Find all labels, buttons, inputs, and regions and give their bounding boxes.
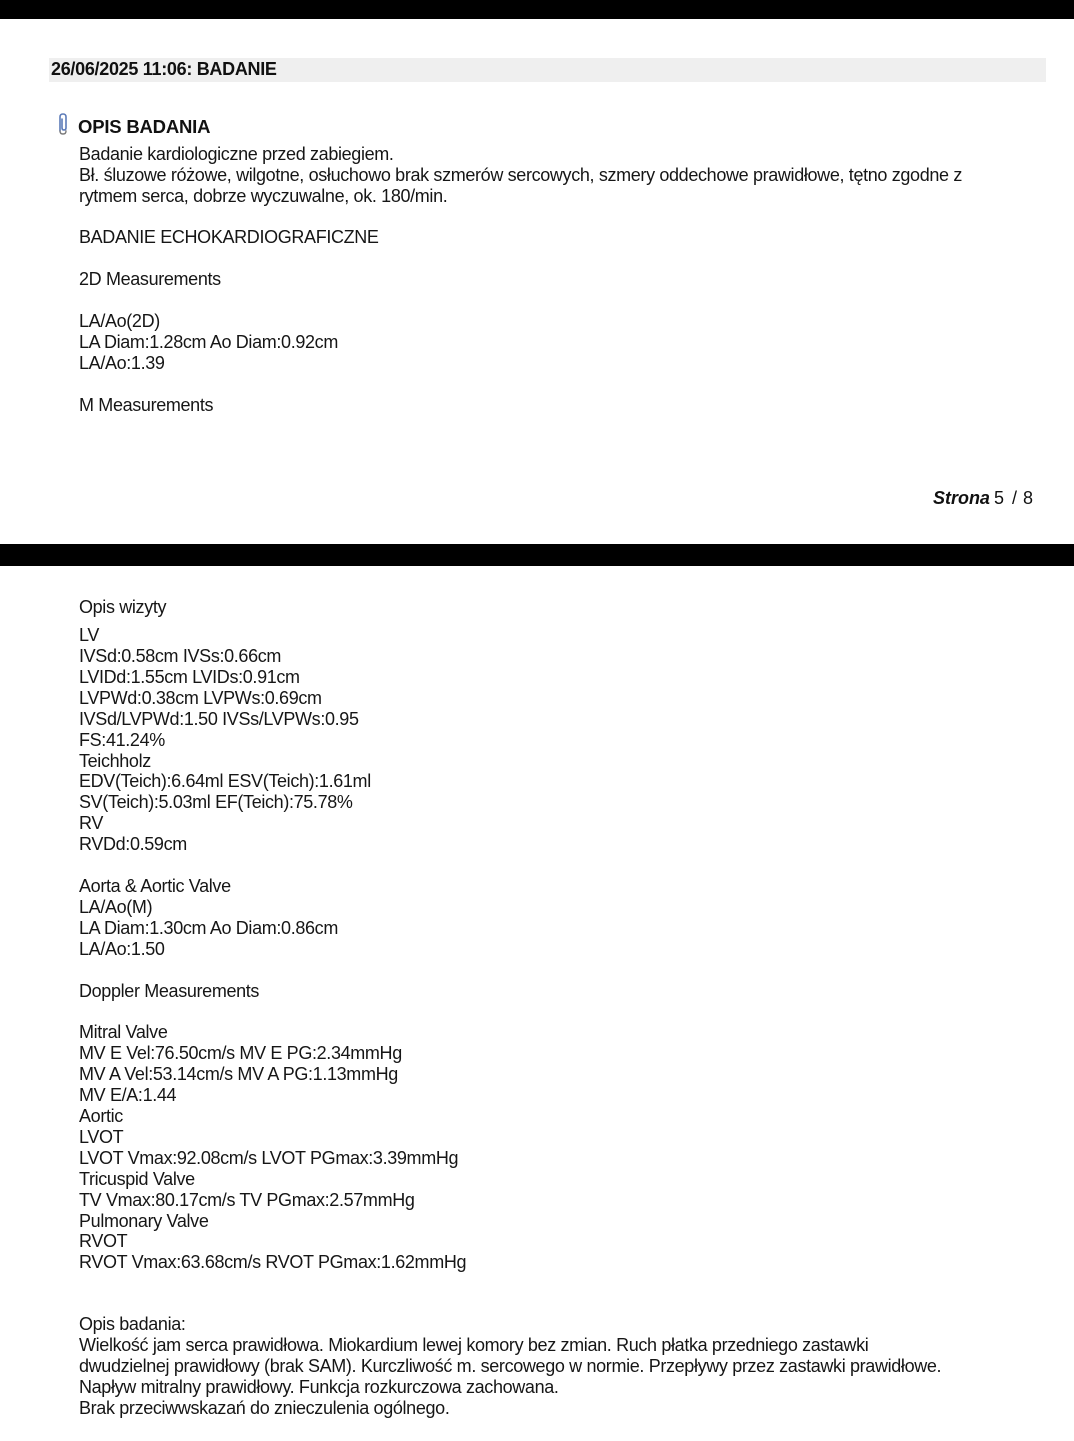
text-line: Brak przeciwwskazań do znieczulenia ogólnego. bbox=[79, 1398, 450, 1418]
text-line: LA/Ao(M) bbox=[79, 897, 153, 917]
text-line: Opis wizyty bbox=[79, 597, 167, 617]
text-line: 2D Measurements bbox=[79, 269, 221, 289]
text-line: TV Vmax:80.17cm/s TV PGmax:2.57mmHg bbox=[79, 1190, 415, 1210]
text-line: LVPWd:0.38cm LVPWs:0.69cm bbox=[79, 688, 322, 708]
text-line: Doppler Measurements bbox=[79, 981, 260, 1001]
text-line: BADANIE ECHOKARDIOGRAFICZNE bbox=[79, 227, 379, 247]
text-line: IVSd:0.58cm IVSs:0.66cm bbox=[79, 646, 282, 666]
text-line: LVOT Vmax:92.08cm/s LVOT PGmax:3.39mmHg bbox=[79, 1148, 459, 1168]
text-line: Aortic bbox=[79, 1106, 123, 1126]
text-line: Napływ mitralny prawidłowy. Funkcja rozkurczowa zachowana. bbox=[79, 1377, 559, 1397]
text-line: RV bbox=[79, 813, 103, 833]
text-line: Tricuspid Valve bbox=[79, 1169, 195, 1189]
page-break-bar bbox=[0, 544, 1074, 566]
text-line: MV A Vel:53.14cm/s MV A PG:1.13mmHg bbox=[79, 1064, 398, 1084]
text-line: LVOT bbox=[79, 1127, 124, 1147]
text-line: LV bbox=[79, 625, 99, 645]
text-line: MV E/A:1.44 bbox=[79, 1085, 177, 1105]
current-page: 5 bbox=[993, 488, 1004, 508]
text-line: EDV(Teich):6.64ml ESV(Teich):1.61ml bbox=[79, 771, 371, 791]
text-line: LA/Ao(2D) bbox=[79, 311, 160, 331]
visit-header-title: 26/06/2025 11:06: BADANIE bbox=[51, 59, 277, 79]
text-line: IVSd/LVPWd:1.50 IVSs/LVPWs:0.95 bbox=[79, 709, 359, 729]
page-separator: / bbox=[1011, 488, 1017, 508]
text-line: Aorta & Aortic Valve bbox=[79, 876, 231, 896]
text-line: LA/Ao:1.39 bbox=[79, 353, 165, 373]
section-title: OPIS BADANIA bbox=[78, 116, 211, 137]
text-line: Opis badania: bbox=[79, 1314, 186, 1334]
text-line: Badanie kardiologiczne przed zabiegiem. bbox=[79, 144, 394, 164]
text-line: Teichholz bbox=[79, 751, 151, 771]
visit-header bbox=[49, 58, 1046, 82]
text-line: RVOT Vmax:63.68cm/s RVOT PGmax:1.62mmHg bbox=[79, 1252, 467, 1272]
text-line: MV E Vel:76.50cm/s MV E PG:2.34mmHg bbox=[79, 1043, 402, 1063]
text-line: LVIDd:1.55cm LVIDs:0.91cm bbox=[79, 667, 300, 687]
text-line: Bł. śluzowe różowe, wilgotne, osłuchowo brak szmerów sercowych, szmery oddechowe prawidłowe, tętno zgodne z bbox=[79, 165, 962, 185]
text-line: FS:41.24% bbox=[79, 730, 165, 750]
text-line: LA/Ao:1.50 bbox=[79, 939, 165, 959]
text-line: M Measurements bbox=[79, 395, 214, 415]
text-line: Pulmonary Valve bbox=[79, 1211, 209, 1231]
text-line: RVDd:0.59cm bbox=[79, 834, 187, 854]
text-line: dwudzielnej prawidłowy (brak SAM). Kurczliwość m. sercowego w normie. Przepływy przez zastawki prawidłowe. bbox=[79, 1356, 942, 1376]
text-line: Wielkość jam serca prawidłowa. Miokardium lewej komory bez zmian. Ruch płatka przedniego zastawki bbox=[79, 1335, 869, 1355]
page-number bbox=[933, 488, 1033, 509]
paperclip-icon bbox=[56, 113, 70, 135]
text-line: RVOT bbox=[79, 1231, 128, 1251]
page-label: Strona bbox=[932, 488, 990, 508]
text-line: SV(Teich):5.03ml EF(Teich):75.78% bbox=[79, 792, 353, 812]
text-line: LA Diam:1.30cm Ao Diam:0.86cm bbox=[79, 918, 338, 938]
top-black-bar bbox=[0, 0, 1074, 19]
text-line: rytmem serca, dobrze wyczuwalne, ok. 180/min. bbox=[79, 186, 448, 206]
text-line: LA Diam:1.28cm Ao Diam:0.92cm bbox=[79, 332, 338, 352]
text-line: Mitral Valve bbox=[79, 1022, 168, 1042]
total-pages: 8 bbox=[1022, 488, 1033, 508]
